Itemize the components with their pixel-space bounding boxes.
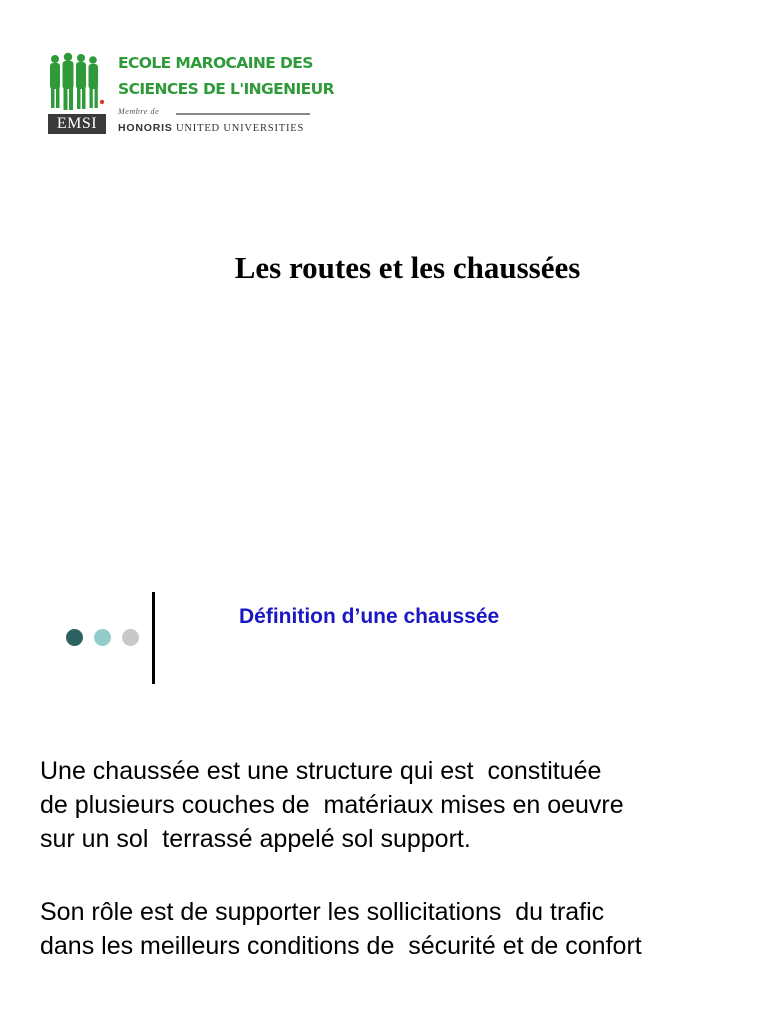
logo-honoris-word: HONORIS [118, 122, 173, 134]
people-silhouettes-icon [46, 52, 108, 114]
logo-united-universities: UNITED UNIVERSITIES [176, 123, 305, 134]
dot-light-icon [94, 629, 111, 646]
paragraph-line: sur un sol terrassé appelé sol support. [40, 825, 471, 853]
dot-grey-icon [122, 629, 139, 646]
vertical-divider [152, 592, 155, 684]
paragraph-role [40, 895, 642, 963]
logo-honoris-text [118, 122, 304, 134]
logo-emsi-badge: EMSI [48, 114, 106, 134]
paragraph-definition [40, 754, 624, 856]
page-title: Les routes et les chaussées [234, 250, 581, 285]
logo-school-name-line2: SCIENCES DE L'INGENIEUR [118, 80, 334, 98]
logo-divider [176, 113, 310, 115]
dot-dark-icon [66, 629, 83, 646]
paragraph-line: de plusieurs couches de matériaux mises en oeuvre [40, 791, 624, 819]
section-title: Définition d’une chaussée [239, 605, 500, 628]
paragraph-line: Une chaussée est une structure qui est constituée [40, 757, 602, 785]
logo-member-text: Membre de [118, 107, 160, 116]
paragraph-line: Son rôle est de supporter les sollicitations du trafic [40, 898, 605, 926]
logo-school-name-line1: ECOLE MAROCAINE DES [118, 54, 313, 72]
school-logo [46, 52, 334, 138]
paragraph-line: dans les meilleurs conditions de sécurité et de confort [40, 932, 642, 960]
